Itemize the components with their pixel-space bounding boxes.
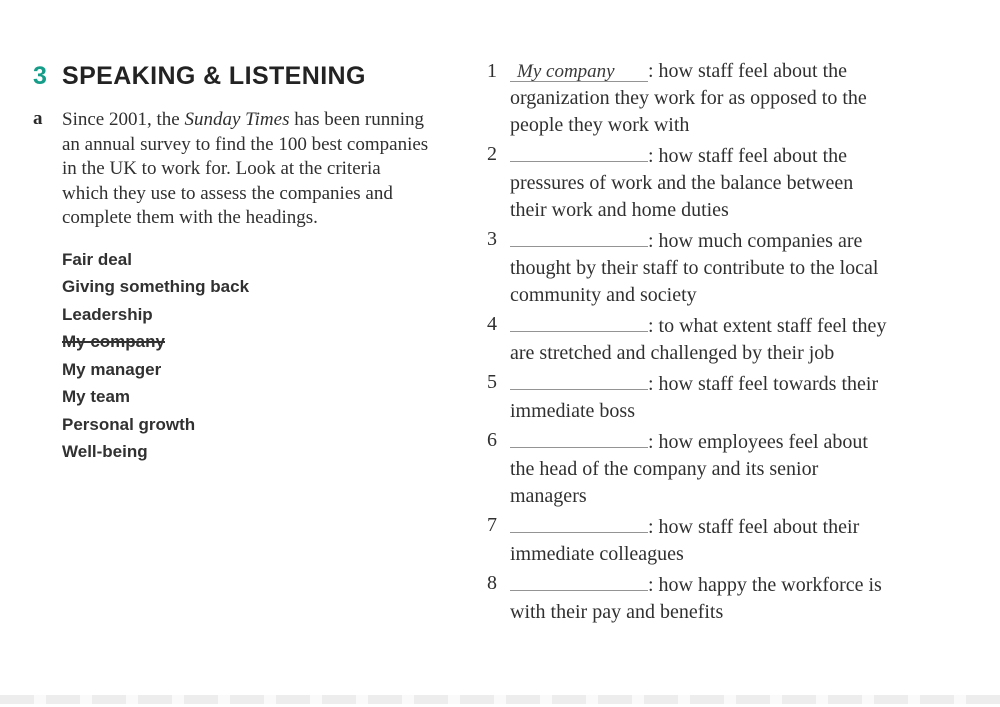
criteria-item bbox=[487, 427, 889, 510]
answer-blank[interactable] bbox=[510, 369, 648, 390]
heading-option: My team bbox=[62, 387, 131, 406]
item-number: 2 bbox=[487, 143, 497, 165]
criteria-list bbox=[487, 58, 907, 626]
headings-word-bank bbox=[62, 246, 463, 466]
heading-option: Leadership bbox=[62, 304, 153, 324]
heading-option: Well-being bbox=[62, 442, 148, 461]
item-definition: : how staff feel about the organization they work for as opposed to the people they work with bbox=[510, 60, 867, 136]
answer-text: My company bbox=[517, 61, 615, 82]
exercise-letter: a bbox=[33, 108, 43, 129]
item-number: 3 bbox=[487, 228, 497, 250]
exercise-a bbox=[33, 108, 463, 231]
criteria-item bbox=[487, 226, 889, 309]
answer-blank[interactable] bbox=[510, 427, 648, 448]
item-definition: : how staff feel towards their immediate boss bbox=[510, 373, 879, 422]
item-definition: : how happy the workforce is with their pay and benefits bbox=[510, 574, 882, 623]
heading-option: Personal growth bbox=[62, 414, 196, 434]
exercise-instructions bbox=[62, 108, 430, 231]
criteria-item bbox=[487, 311, 889, 367]
item-number: 8 bbox=[487, 572, 497, 594]
heading-option: My company bbox=[62, 332, 165, 351]
answer-blank[interactable] bbox=[510, 141, 648, 162]
heading-option: Giving something back bbox=[62, 277, 250, 296]
answer-blank[interactable] bbox=[510, 311, 648, 332]
item-definition: : to what extent staff feel they are stretched and challenged by their job bbox=[510, 315, 887, 364]
item-definition: : how employees feel about the head of the company and its senior managers bbox=[510, 431, 868, 507]
answer-blank[interactable] bbox=[510, 226, 648, 247]
item-number: 1 bbox=[487, 60, 497, 82]
criteria-item bbox=[487, 141, 889, 224]
instructions-part-2: has been running an annual survey to find the 100 best companies in the UK to work for. Look at the criteria which they use to assess the companies and complete them with the headings. bbox=[62, 109, 429, 228]
item-definition: : how staff feel about the pressures of work and the balance between their work and home duties bbox=[510, 145, 854, 221]
section-title: SPEAKING & LISTENING bbox=[62, 62, 366, 90]
heading-option: My manager bbox=[62, 359, 162, 379]
instructions-part-1: Since 2001, the bbox=[62, 109, 185, 130]
right-column bbox=[487, 58, 907, 628]
item-definition: : how much companies are thought by their staff to contribute to the local community and society bbox=[510, 230, 879, 306]
page-bottom-scan-artifact bbox=[0, 695, 1000, 704]
publication-name: Sunday Times bbox=[184, 109, 290, 130]
section-heading bbox=[33, 62, 463, 91]
left-column bbox=[33, 62, 463, 466]
section-number: 3 bbox=[33, 62, 47, 90]
item-number: 7 bbox=[487, 514, 497, 536]
criteria-item bbox=[487, 58, 889, 139]
item-number: 4 bbox=[487, 313, 497, 335]
criteria-item bbox=[487, 512, 889, 568]
item-definition: : how staff feel about their immediate colleagues bbox=[510, 516, 860, 565]
item-number: 6 bbox=[487, 429, 497, 451]
answer-blank[interactable] bbox=[510, 61, 648, 82]
heading-option: Fair deal bbox=[62, 249, 132, 269]
answer-blank[interactable] bbox=[510, 512, 648, 533]
criteria-item bbox=[487, 570, 889, 626]
criteria-item bbox=[487, 369, 889, 425]
answer-blank[interactable] bbox=[510, 570, 648, 591]
item-number: 5 bbox=[487, 371, 497, 393]
